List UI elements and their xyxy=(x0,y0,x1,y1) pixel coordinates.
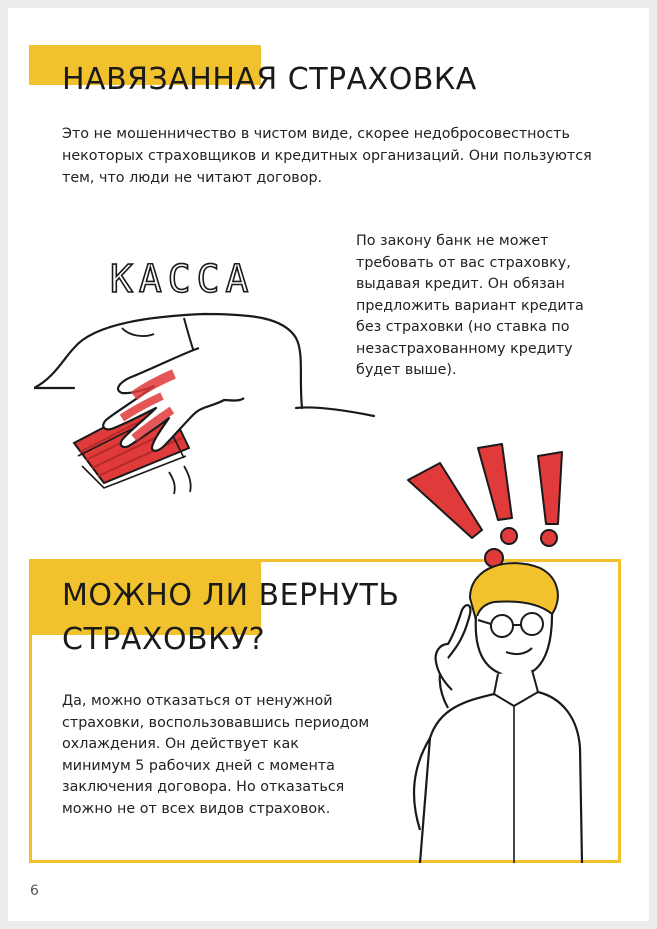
page-number: 6 xyxy=(30,883,39,899)
section-heading-imposed-insurance: НАВЯЗАННАЯ СТРАХОВКА xyxy=(62,62,477,97)
cashier-sign-text: КАССА xyxy=(110,257,255,301)
section-heading-can-return xyxy=(62,574,399,662)
heading-line-1: МОЖНО ЛИ ВЕРНУТЬ xyxy=(62,578,400,613)
thinking-man-exclamation-icon xyxy=(390,438,590,863)
answer-paragraph: Да, можно отказаться от ненужной страховки, воспользовавшись периодом охлаждения. Он действует как минимум 5 рабочих дней с момента заключения договора. Но отказаться можно не от всех видов страховок. xyxy=(62,693,370,817)
heading-line-2: СТРАХОВКУ? xyxy=(62,622,266,657)
intro-paragraph: Это не мошенничество в чистом виде, скорее недобросовестность некоторых страховщиков и кредитных организаций. Они пользуются тем, что люди не читают договор. xyxy=(62,126,592,186)
cashier-window-money-hand-icon xyxy=(34,238,384,498)
legal-note-paragraph: По закону банк не может требовать от вас страховку, выдавая кредит. Он обязан предложить вариант кредита без страховки (но ставка по незастрахованному кредиту будет выше). xyxy=(356,233,584,378)
